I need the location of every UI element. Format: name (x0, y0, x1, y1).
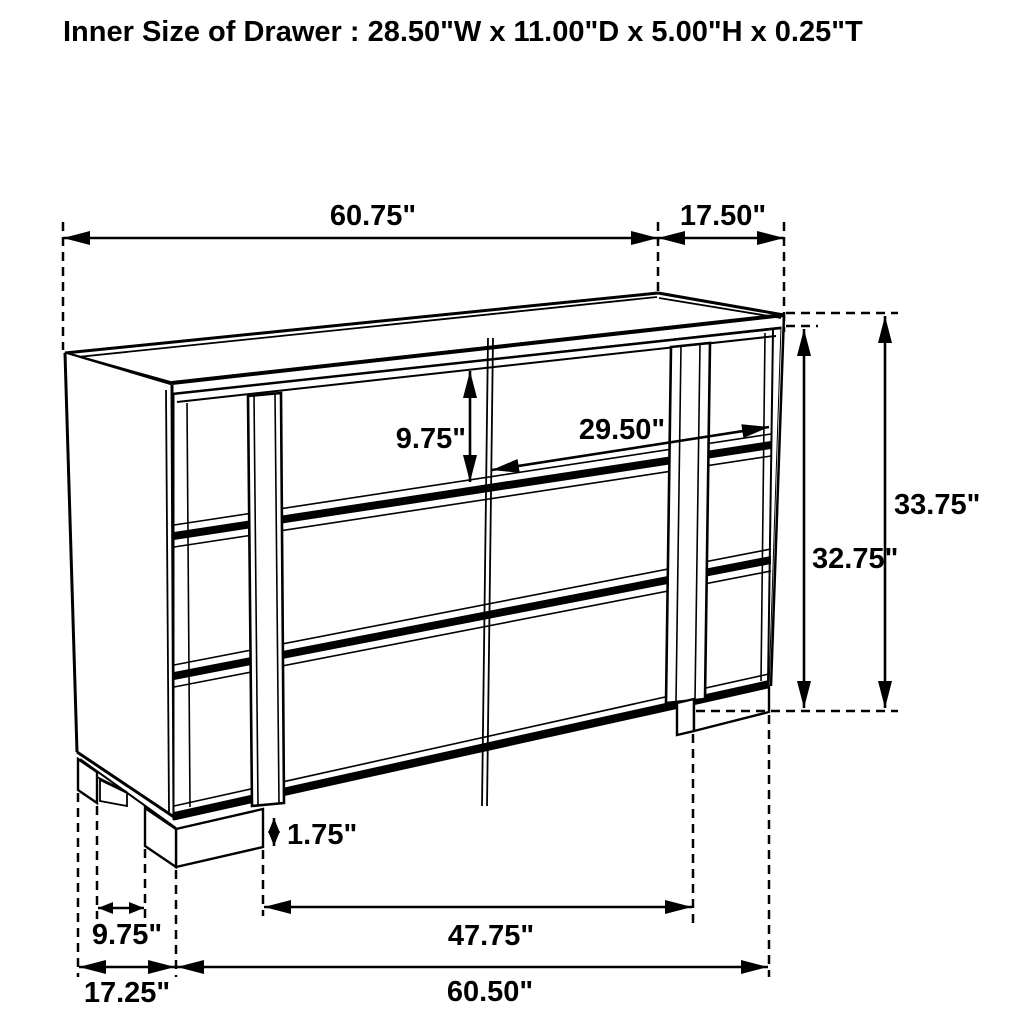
right-center-leg (677, 699, 694, 735)
dim-label-front-width: 60.50" (446, 976, 534, 1008)
left-foot-front (176, 809, 263, 867)
dim-label-top-width: 60.75" (329, 200, 417, 232)
dim-label-right-drawer-width: 29.50" (578, 414, 666, 446)
page-title: Inner Size of Drawer : 28.50"W x 11.00"D x 5.00"H x 0.25"T (63, 16, 863, 48)
dim-label-side-foot-gap: 9.75" (91, 919, 163, 951)
dim-label-side-depth: 17.25" (83, 977, 171, 1009)
dim-case-height (786, 326, 898, 708)
dim-label-foot-height: 1.75" (287, 819, 358, 851)
dim-label-case-height: 32.75" (812, 543, 899, 575)
dim-label-top-depth: 17.50" (679, 200, 767, 232)
dim-label-overall-height: 33.75" (894, 489, 981, 521)
dim-label-drawer-height: 9.75" (395, 423, 466, 455)
dim-foot-height (274, 818, 357, 851)
right-trim-strip (666, 343, 710, 703)
dresser-drawing (65, 293, 784, 867)
left-side-panel (65, 353, 176, 828)
left-front-foot (78, 759, 97, 803)
left-trim-strip (248, 393, 284, 806)
dim-label-front-foot-span: 47.75" (447, 920, 535, 952)
